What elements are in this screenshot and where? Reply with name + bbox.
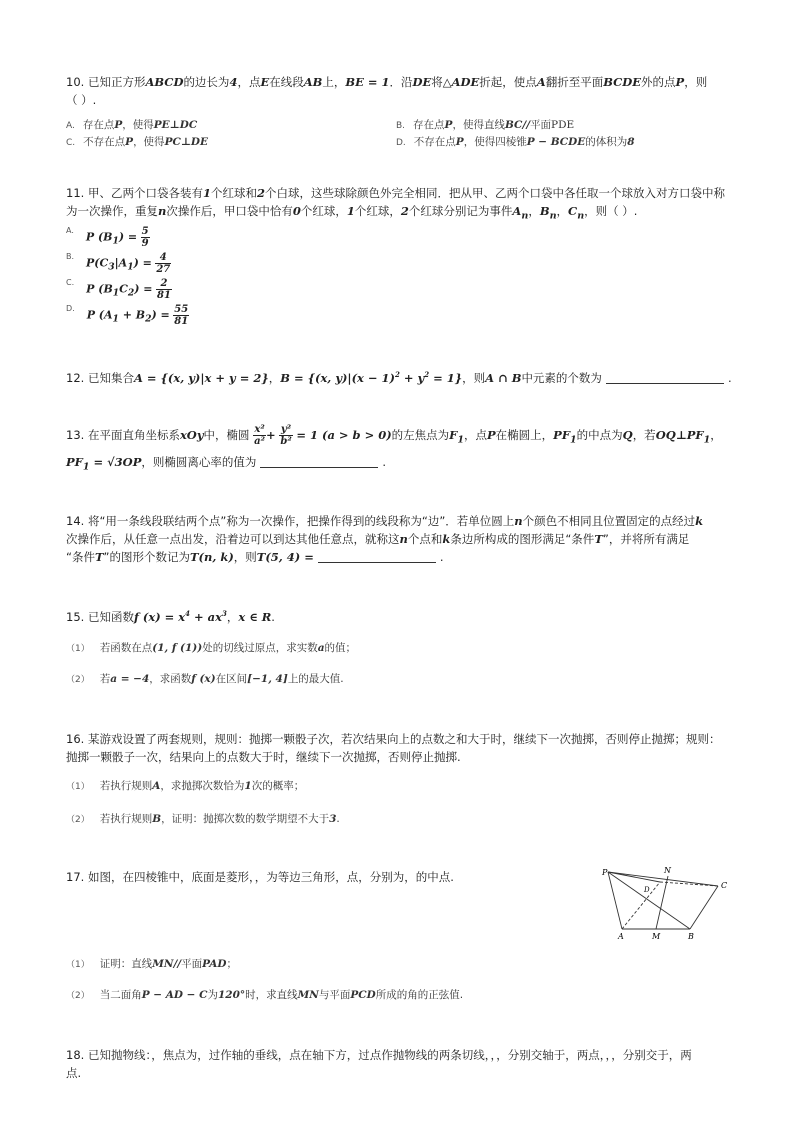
- part-math: 3: [329, 813, 337, 825]
- q14-math: n: [514, 514, 523, 528]
- fraction: [141, 226, 150, 249]
- option-math: 1: [112, 287, 120, 299]
- part-math: 1: [244, 780, 252, 792]
- option-label: D.: [396, 138, 406, 148]
- q13-math: 1: [457, 434, 465, 446]
- fraction: [253, 424, 266, 447]
- part-math: a: [317, 642, 325, 654]
- q15-text: ，: [226, 609, 239, 624]
- option-text: ，使得: [122, 119, 154, 131]
- q12-text: ，则: [462, 370, 486, 385]
- part-math: 120°: [217, 989, 246, 1001]
- part-text: 若执行规则: [99, 813, 153, 825]
- option-label: B.: [66, 252, 75, 261]
- option-text: 平面PDE: [530, 119, 575, 131]
- q14-number: 14.: [66, 514, 85, 528]
- part-text: 时，求直线: [245, 989, 298, 1001]
- q11-math: n: [549, 210, 557, 222]
- q16-part-1: [66, 778, 304, 793]
- q15-text: 已知函数: [87, 609, 134, 624]
- q15-text: .: [271, 609, 275, 624]
- part-text: 的值；: [324, 642, 357, 654]
- part-number: （1）: [66, 960, 90, 970]
- q11-text: 为一次操作，重复: [66, 204, 158, 218]
- option-math: ) =: [134, 282, 153, 296]
- part-number: （2）: [66, 991, 90, 1001]
- option-math: P − BCDE: [526, 136, 586, 148]
- q13-math: PF: [553, 428, 570, 442]
- q12-math: A = {(x, y)|x + y = 2}: [133, 370, 269, 385]
- q13-math: Q: [622, 428, 633, 442]
- question-11: [66, 184, 736, 225]
- q14-text: 个点和: [407, 532, 443, 546]
- q11-text: 个红球和: [210, 186, 257, 200]
- q12-number: 12.: [66, 370, 85, 385]
- q11-text: ，则（ ）.: [584, 204, 638, 218]
- q11-math: 2: [400, 204, 409, 218]
- q14-text: ”，并将所有满足: [602, 532, 690, 546]
- q10-math: BCDE: [603, 75, 642, 89]
- q11-math: 1: [202, 186, 211, 200]
- part-math: MN//: [152, 958, 182, 970]
- question-14: [66, 512, 736, 566]
- fraction-numerator: x²: [254, 424, 265, 435]
- q16-text: 某游戏设置了两套规则，规则：抛掷一颗骰子次，若次结果向上的点数之和大于时，继续下一次抛掷，否则停止抛掷；规则：: [87, 732, 721, 746]
- option-text: 不存在点: [83, 136, 126, 148]
- q11-math: A: [512, 204, 522, 218]
- part-text: 次的概率；: [251, 780, 305, 792]
- option-label: C.: [66, 278, 75, 287]
- q10-option-c[interactable]: [66, 134, 208, 149]
- part-text: 若执行规则: [99, 780, 153, 792]
- part-text: ；: [226, 958, 238, 970]
- option-text: 的体积为: [585, 136, 628, 148]
- q13-text: 的中点为: [576, 428, 623, 442]
- q10-text: 将: [431, 75, 443, 89]
- q11-option-d[interactable]: [66, 304, 189, 327]
- q14-math: T: [594, 532, 603, 546]
- q13-math: F: [449, 428, 458, 442]
- label-n: N: [664, 866, 671, 875]
- q13-math: +: [266, 428, 276, 442]
- part-text: 处的切线过原点，求实数: [202, 642, 318, 654]
- q18-number: 18.: [66, 1048, 85, 1062]
- q12-text: 中元素的个数为: [521, 370, 602, 385]
- option-math: 2: [127, 287, 135, 299]
- q11-text: 个红球，: [300, 204, 347, 218]
- q12-text: .: [727, 370, 732, 385]
- q10-math: 4: [229, 75, 238, 89]
- part-number: （1）: [66, 782, 90, 792]
- label-a: A: [618, 932, 624, 941]
- q11-text: 个红球，: [354, 204, 401, 218]
- q13-text: ，: [710, 428, 722, 442]
- part-math: P − AD − C: [141, 989, 208, 1001]
- q11-math: 1: [346, 204, 355, 218]
- option-math: PC⊥DE: [164, 136, 209, 148]
- option-text: 不存在点: [413, 136, 456, 148]
- q10-number: 10.: [66, 75, 85, 89]
- q11-text: ，: [556, 204, 569, 218]
- q10-option-b[interactable]: [396, 117, 574, 132]
- q13-math: P: [487, 428, 496, 442]
- q16-part-2: [66, 811, 340, 826]
- part-math: PCD: [350, 989, 376, 1001]
- fraction: [279, 424, 292, 447]
- q10-text: 在线段: [269, 75, 304, 89]
- q15-part-2: [66, 671, 344, 686]
- option-math: |A: [114, 256, 128, 270]
- option-math: 1: [112, 235, 119, 247]
- part-text: 在区间: [215, 673, 248, 685]
- question-10: [66, 73, 736, 109]
- fraction-numerator: 55: [174, 304, 189, 315]
- q10-math: ABCD: [145, 75, 184, 89]
- q12-math: + y: [399, 370, 425, 385]
- q10-math: A: [536, 75, 546, 89]
- q10-math: AB: [303, 75, 323, 89]
- q16-text: 抛掷一颗骰子一次，结果向上的点数大于时，继续下一次抛掷，否则停止抛掷.: [66, 750, 461, 764]
- q15-number: 15.: [66, 609, 85, 624]
- q11-math: n: [158, 204, 167, 218]
- option-math: C: [119, 282, 128, 296]
- q17-part-1: [66, 956, 237, 971]
- q13-text: ，点: [464, 428, 488, 442]
- part-text: 若函数在点: [99, 642, 153, 654]
- q17-text: 如图，在四棱锥中，底面是菱形，，为等边三角形，点，分别为，的中点.: [87, 870, 454, 884]
- q10-text: ．沿: [389, 75, 413, 89]
- q17-number: 17.: [66, 870, 85, 884]
- part-text: 若: [99, 673, 111, 685]
- q15-part-1: [66, 640, 356, 655]
- part-text: ，求抛掷次数恰为: [160, 780, 245, 792]
- q10-text: ，则: [684, 75, 708, 89]
- q11-text: 次操作后，甲口袋中恰有: [166, 204, 293, 218]
- q15-math: 4: [185, 609, 191, 618]
- part-number: （1）: [66, 644, 90, 654]
- q14-text: 条边所构成的图形满足“条件: [450, 532, 595, 546]
- fraction-numerator: 2: [156, 278, 172, 290]
- q14-math: k: [442, 532, 451, 546]
- q18-text: 点.: [66, 1066, 82, 1080]
- q13-math: 1: [569, 434, 577, 446]
- option-math: 1: [127, 261, 134, 273]
- q11-math: n: [577, 210, 585, 222]
- option-math: 2: [145, 313, 152, 325]
- q14-math: T(n, k): [190, 550, 234, 564]
- q11-math: n: [521, 210, 529, 222]
- q10-text: ，点: [237, 75, 261, 89]
- answer-blank[interactable]: [260, 455, 378, 468]
- q13-math: OQ⊥PF: [655, 428, 704, 442]
- option-math: P: [444, 119, 453, 131]
- q10-text: 的边长为: [183, 75, 230, 89]
- q13-text: 在平面直角坐标系: [87, 428, 180, 442]
- q10-math: BE = 1: [345, 75, 390, 89]
- q11-math: C: [568, 204, 578, 218]
- q13-text: .: [382, 455, 387, 470]
- q16-number: 16.: [66, 732, 85, 746]
- option-math: P (B: [86, 282, 113, 296]
- q18-text: 已知抛物线：，焦点为，过作轴的垂线，点在轴下方，过点作抛物线的两条切线，，，分别交轴于，两点，，，分别交于，两: [87, 1048, 692, 1062]
- fraction-denominator: a²: [254, 436, 266, 447]
- option-label: C.: [66, 138, 76, 148]
- q11-option-b[interactable]: [66, 252, 171, 275]
- q13-math: 1: [82, 461, 90, 473]
- part-text: 与平面: [318, 989, 351, 1001]
- label-m: M: [652, 932, 661, 941]
- q11-math: 2: [256, 186, 265, 200]
- answer-blank[interactable]: [318, 550, 436, 563]
- part-text: .: [336, 813, 340, 825]
- q12-math: A ∩ B: [485, 370, 522, 385]
- option-text: ，使得: [133, 136, 165, 148]
- part-number: （2）: [66, 815, 90, 825]
- fraction: [155, 252, 171, 275]
- part-math: (1, f (1)): [152, 642, 203, 654]
- part-math: PAD: [202, 958, 227, 970]
- fraction-denominator: 81: [157, 290, 171, 301]
- q10-paren: （ ）.: [66, 93, 97, 107]
- option-label: B.: [396, 121, 406, 131]
- answer-blank[interactable]: [606, 371, 724, 384]
- option-math: PE⊥DC: [153, 119, 198, 131]
- q11-math: 0: [292, 204, 301, 218]
- q10-text: 折起，使点: [479, 75, 537, 89]
- q13-number: 13.: [66, 428, 85, 442]
- edge-ad: [622, 882, 660, 929]
- question-12: [66, 366, 736, 387]
- fraction: [156, 278, 172, 301]
- question-13: [66, 424, 736, 479]
- option-math: + B: [118, 308, 146, 322]
- label-b: B: [688, 932, 694, 941]
- q11-math: B: [539, 204, 550, 218]
- option-math: 3: [108, 261, 115, 273]
- part-text: 证明：直线: [99, 958, 153, 970]
- q10-math: P: [675, 75, 685, 89]
- option-label: A.: [66, 121, 75, 131]
- q12-math: B = {(x, y)|(x − 1): [280, 370, 396, 385]
- q14-math: T: [94, 550, 104, 564]
- q14-text: ”的图形个数记为: [103, 550, 190, 564]
- q13-text: 中，椭圆: [203, 428, 250, 442]
- option-math: BC//: [504, 119, 531, 131]
- q11-option-a[interactable]: [66, 226, 150, 249]
- q10-math: E: [260, 75, 270, 89]
- q14-text: 次操作后，从任意一点出发，沿着边可以到达其他任意点，就称这: [66, 532, 400, 546]
- option-math: ) =: [151, 308, 170, 322]
- q13-math: PF: [66, 455, 83, 470]
- part-number: （2）: [66, 675, 90, 685]
- q11-option-c[interactable]: [66, 278, 172, 301]
- q11-text: 甲、乙两个口袋各装有: [87, 186, 203, 200]
- q10-text: 外的点: [641, 75, 676, 89]
- question-16: [66, 730, 736, 766]
- label-c: C: [721, 881, 728, 890]
- q17-part-2: [66, 987, 463, 1002]
- q14-math: T(5, 4) =: [256, 550, 314, 564]
- question-15: [66, 605, 736, 626]
- option-text: 存在点: [82, 119, 115, 131]
- q14-text: “条件: [66, 550, 95, 564]
- q10-text: 上，: [322, 75, 346, 89]
- part-text: 为: [207, 989, 218, 1001]
- option-math: ) =: [133, 256, 152, 270]
- q13-text: ，则椭圆离心率的值为: [141, 455, 257, 470]
- part-math: B: [152, 813, 162, 825]
- q15-math: x ∈ R: [238, 609, 272, 624]
- part-text: ，证明：抛掷次数的数学期望不大于: [161, 813, 330, 825]
- q10-math: △ADE: [442, 75, 480, 89]
- q12-text: ，: [268, 370, 281, 385]
- q10-math: DE: [412, 75, 432, 89]
- q10-option-a[interactable]: [66, 117, 197, 132]
- part-text: 上的最大值.: [287, 673, 344, 685]
- q10-text: 已知正方形: [87, 75, 146, 89]
- option-math: P: [114, 119, 123, 131]
- q10-text: 翻折至平面: [545, 75, 604, 89]
- q13-math: 1: [703, 434, 711, 446]
- part-text: 平面: [181, 958, 203, 970]
- q11-number: 11.: [66, 186, 85, 200]
- q14-text: .: [439, 550, 444, 564]
- fraction-denominator: 81: [174, 316, 189, 327]
- option-text: ，使得四棱锥: [463, 136, 527, 148]
- q12-math: 2: [395, 370, 400, 379]
- part-math: A: [152, 780, 161, 792]
- fraction-numerator: 4: [155, 252, 171, 264]
- option-label: D.: [66, 304, 75, 313]
- fraction: [173, 304, 189, 327]
- fraction-denominator: 27: [156, 264, 171, 275]
- part-math: MN: [297, 989, 319, 1001]
- fraction-denominator: b²: [280, 436, 292, 447]
- option-math: ) =: [118, 230, 138, 244]
- q10-option-d[interactable]: [396, 134, 635, 149]
- pyramid-figure: [598, 864, 734, 942]
- question-18: [66, 1046, 736, 1082]
- part-math: a = −4: [110, 673, 150, 685]
- edge-bc: [690, 886, 718, 929]
- part-text: 当二面角: [99, 989, 142, 1001]
- label-d: D: [644, 886, 650, 894]
- q15-math: f (x) = x: [133, 609, 186, 624]
- part-math: f (x): [191, 673, 216, 685]
- fraction-denominator: 9: [141, 238, 149, 249]
- option-text: ，使得直线: [452, 119, 505, 131]
- option-math: P (B: [85, 230, 113, 244]
- part-math: [−1, 4]: [247, 673, 288, 685]
- fraction-numerator: 5: [141, 226, 149, 237]
- label-p: P: [602, 868, 608, 877]
- q11-text: 个白球，这些球除颜色外完全相同．把从甲、乙两个口袋中各任取一个球放入对方口袋中称: [264, 186, 725, 200]
- q15-math: + ax: [190, 609, 222, 624]
- option-math: 8: [627, 136, 635, 148]
- q14-text: 将“用一条线段联结两个点”称为一次操作，把操作得到的线段称为“边”．若单位圆上: [87, 514, 515, 528]
- option-math: 1: [112, 313, 119, 325]
- q11-text: ，: [528, 204, 540, 218]
- q11-text: 个红球分别记为事件: [408, 204, 513, 218]
- q14-math: k: [695, 514, 704, 528]
- part-text: ，求函数: [149, 673, 192, 685]
- q14-math: n: [399, 532, 408, 546]
- q13-text: ，若: [632, 428, 656, 442]
- q12-text: 已知集合: [87, 370, 134, 385]
- q12-math: = 1}: [429, 370, 463, 385]
- q15-math: 3: [221, 609, 227, 618]
- q14-text: 个颜色不相同且位置固定的点经过: [522, 514, 696, 528]
- option-math: P: [455, 136, 464, 148]
- option-text: 存在点: [413, 119, 445, 131]
- q12-math: 2: [424, 370, 430, 379]
- q13-math: xOy: [179, 428, 204, 442]
- q13-math: = √3OP: [89, 455, 142, 470]
- fraction-numerator: y²: [280, 424, 292, 435]
- segment-mn: [656, 876, 668, 929]
- q14-text: ，则: [233, 550, 257, 564]
- option-math: P(C: [86, 256, 109, 270]
- part-text: 所成的角的正弦值.: [375, 989, 464, 1001]
- q13-text: 的左焦点为: [391, 428, 450, 442]
- q13-math: = 1 (a > b > 0): [296, 428, 392, 442]
- option-label: A.: [66, 226, 74, 235]
- option-math: P (A: [86, 308, 113, 322]
- q13-text: 在椭圆上，: [495, 428, 554, 442]
- option-math: P: [125, 136, 134, 148]
